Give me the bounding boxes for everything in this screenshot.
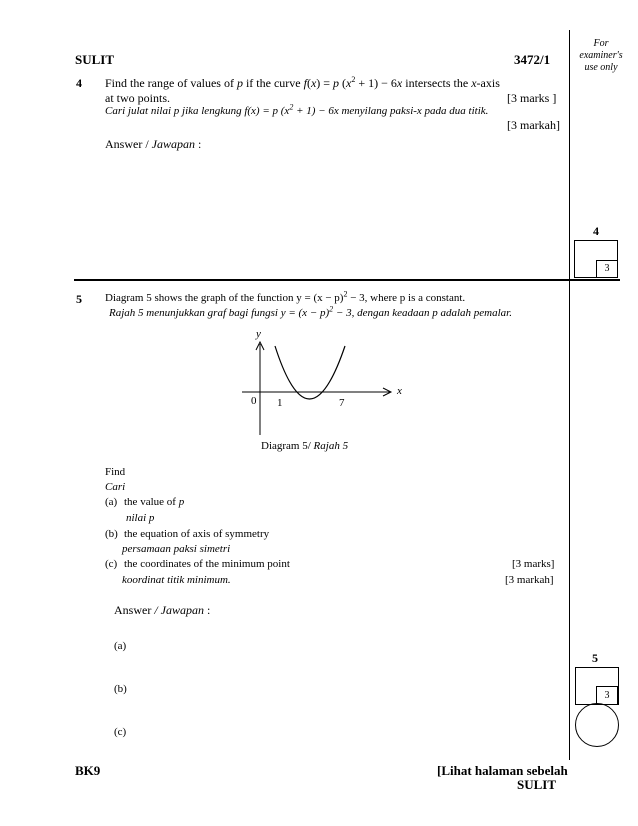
q5-answer-a: (a) [114, 640, 127, 652]
q5-question-en: Diagram 5 shows the graph of the function $y = (x - p)^2 - 3$, where p is a constant. [105, 289, 466, 304]
q4-score-max: 3 [596, 260, 618, 278]
q5-find-en: Find [105, 466, 126, 478]
q4-number: 4 [76, 76, 82, 90]
examiner-margin-rule [569, 30, 570, 760]
q5b-label: (b) [105, 528, 118, 540]
diagram-y-label: y [256, 328, 261, 340]
diagram-x-label: x [397, 385, 402, 397]
footer-code: BK9 [75, 763, 101, 778]
parabola-curve [275, 346, 345, 399]
q4-answer-label: Answer / Jawapan : [105, 137, 202, 151]
footer-next-page: [Lihat halaman sebelah [437, 763, 568, 778]
diagram-caption: Diagram 5/ Rajah 5 [261, 440, 349, 452]
q5b-text-en: the equation of axis of symmetry [124, 528, 270, 540]
footer-sulit: SULIT [517, 777, 557, 792]
q4-question-ms: Cari julat nilai p jika lengkung f(x) = p $(x^2 + 1) - 6x$ menyilang paksi-x pada dua titik. [105, 102, 489, 117]
q5b-text-ms: persamaan paksi simetri [122, 543, 231, 555]
header-paper-code: 3472/1 [514, 52, 551, 67]
q5c-text-en: the coordinates of the minimum point [124, 558, 290, 570]
q4-marks-en: [3 marks ] [507, 91, 557, 105]
q5a-text-en: the value of p [124, 496, 185, 508]
q5a-text-ms: nilai p [126, 512, 155, 524]
q5-marks-en: [3 marks] [512, 558, 555, 570]
q5-answer-b: (b) [114, 683, 127, 695]
diagram-root1-label: 1 [277, 397, 283, 409]
q5-answer-label: Answer / Jawapan : [114, 603, 211, 617]
examiner-label-line3: use only [584, 62, 618, 73]
q5-marks-ms: [3 markah] [505, 574, 554, 586]
q5-find-ms: Cari [105, 481, 126, 493]
header-sulit: SULIT [75, 52, 115, 67]
section-divider [74, 279, 620, 281]
diagram-5-graph [230, 330, 420, 440]
examiner-label-line1: For [593, 38, 609, 49]
q5-number: 5 [76, 292, 82, 306]
q4-question-en-line2: at two points. [105, 91, 170, 105]
q5-score-number: 5 [592, 651, 598, 665]
q5-question-ms: Rajah 5 menunjukkan graf bagi fungsi $y = (x - p)^2 - 3$, dengan keadaan p adalah pemalar. [109, 304, 512, 319]
q5-answer-c: (c) [114, 726, 127, 738]
q5c-label: (c) [105, 558, 118, 570]
diagram-root2-label: 7 [339, 397, 345, 409]
q4-question-en: Find the range of values of p if the curve f(x) = p $(x^2 + 1) - 6x$ intersects the x-axis [105, 75, 500, 90]
q5a-label: (a) [105, 496, 118, 508]
q4-score-number: 4 [593, 224, 599, 238]
q5-score-max: 3 [596, 686, 618, 705]
q4-marks-ms: [3 markah] [507, 118, 560, 132]
q5c-text-ms: koordinat titik minimum. [122, 574, 231, 586]
diagram-origin-label: 0 [251, 395, 257, 407]
examiner-label-line2: examiner's [579, 50, 623, 61]
q5-score-circle[interactable] [575, 703, 619, 747]
